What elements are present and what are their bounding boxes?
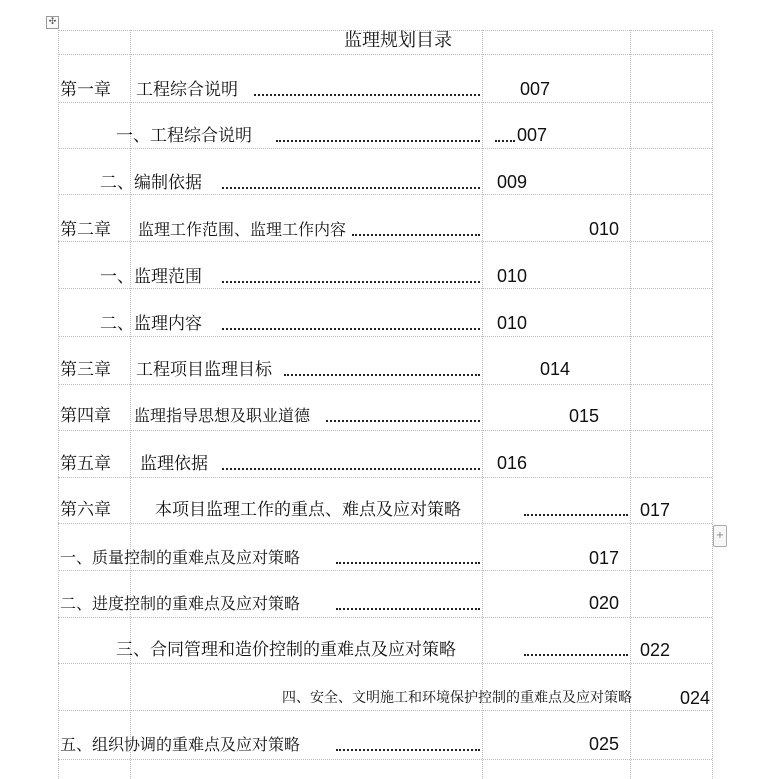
table-border	[58, 663, 712, 664]
toc-entry-title: 本项目监理工作的重点、难点及应对策略	[155, 500, 461, 520]
table-border	[58, 194, 712, 195]
toc-chapter-label: 第五章	[60, 454, 111, 474]
toc-leader-dots	[254, 94, 480, 96]
toc-entry-title: 五、组织协调的重难点及应对策略	[60, 735, 301, 754]
toc-leader-dots	[336, 749, 480, 751]
table-border	[630, 30, 631, 779]
toc-entry-title: 三、合同管理和造价控制的重难点及应对策略	[116, 640, 456, 660]
toc-leader-dots	[326, 420, 480, 422]
toc-entry-title: 二、监理内容	[100, 314, 202, 334]
toc-page-number: 010	[589, 219, 620, 239]
toc-chapter-label: 第一章	[60, 80, 111, 100]
toc-chapter-label: 第二章	[60, 220, 111, 240]
table-border	[58, 102, 712, 103]
toc-leader-dots	[284, 374, 480, 376]
table-move-handle-icon[interactable]: ✣	[46, 16, 59, 29]
toc-chapter-label: 第六章	[60, 500, 111, 520]
table-border	[58, 384, 712, 385]
table-border	[482, 30, 483, 779]
toc-entry-title: 二、进度控制的重难点及应对策略	[60, 594, 301, 613]
toc-entry-title: 工程综合说明	[136, 80, 238, 100]
toc-leader-dots	[276, 140, 480, 142]
toc-entry-title: 二、编制依据	[100, 173, 202, 193]
toc-page-number: 010	[497, 313, 528, 333]
toc-entry-title: 四、安全、文明施工和环境保护控制的重难点及应对策略	[282, 690, 632, 706]
toc-page-number: 025	[589, 734, 620, 754]
toc-leader-dots	[524, 514, 628, 516]
toc-page-number: 010	[497, 266, 528, 286]
table-border	[58, 759, 712, 760]
table-border	[58, 148, 712, 149]
toc-leader-dots	[352, 234, 480, 236]
table-border	[58, 523, 712, 524]
toc-leader-dots	[222, 187, 480, 189]
toc-page-number: 017	[640, 500, 671, 520]
toc-leader-dots	[524, 654, 628, 656]
toc-entry-title: 监理依据	[140, 454, 208, 474]
table-border	[58, 430, 712, 431]
toc-page-number: 020	[589, 593, 620, 613]
toc-page-number: 022	[640, 640, 671, 660]
toc-page-number: 014	[540, 359, 571, 379]
toc-page-number: 015	[569, 406, 600, 426]
table-border	[58, 54, 712, 55]
toc-page-number: 017	[589, 548, 620, 568]
toc-leader-dots	[222, 281, 480, 283]
table-border	[58, 288, 712, 289]
toc-leader-dots	[222, 328, 480, 330]
toc-leader-dots	[336, 562, 480, 564]
toc-page-number: 007	[517, 125, 548, 145]
table-border	[58, 241, 712, 242]
table-border	[58, 336, 712, 337]
toc-page-number: 024	[680, 688, 711, 708]
toc-page-number: 007	[520, 79, 551, 99]
table-border	[58, 710, 712, 711]
toc-entry-title: 监理工作范围、监理工作内容	[138, 220, 347, 239]
toc-chapter-label: 第三章	[60, 360, 111, 380]
toc-entry-title: 一、质量控制的重难点及应对策略	[60, 548, 301, 567]
table-border	[58, 477, 712, 478]
table-border	[712, 30, 713, 779]
toc-leader-dots	[336, 608, 480, 610]
table-border	[58, 30, 59, 779]
toc-page-number: 016	[497, 453, 528, 473]
toc-entry-title: 监理指导思想及职业道德	[134, 406, 311, 425]
table-border	[58, 617, 712, 618]
toc-leader-dots	[222, 468, 480, 470]
table-border	[58, 570, 712, 571]
toc-entry-title: 工程项目监理目标	[136, 360, 272, 380]
add-column-button[interactable]: +	[713, 525, 727, 547]
toc-chapter-label: 第四章	[60, 406, 111, 426]
page-title: 监理规划目录	[344, 30, 452, 51]
toc-leader-dots	[495, 140, 515, 142]
toc-page-number: 009	[497, 172, 528, 192]
toc-entry-title: 一、工程综合说明	[116, 126, 252, 146]
toc-entry-title: 一、监理范围	[100, 267, 202, 287]
